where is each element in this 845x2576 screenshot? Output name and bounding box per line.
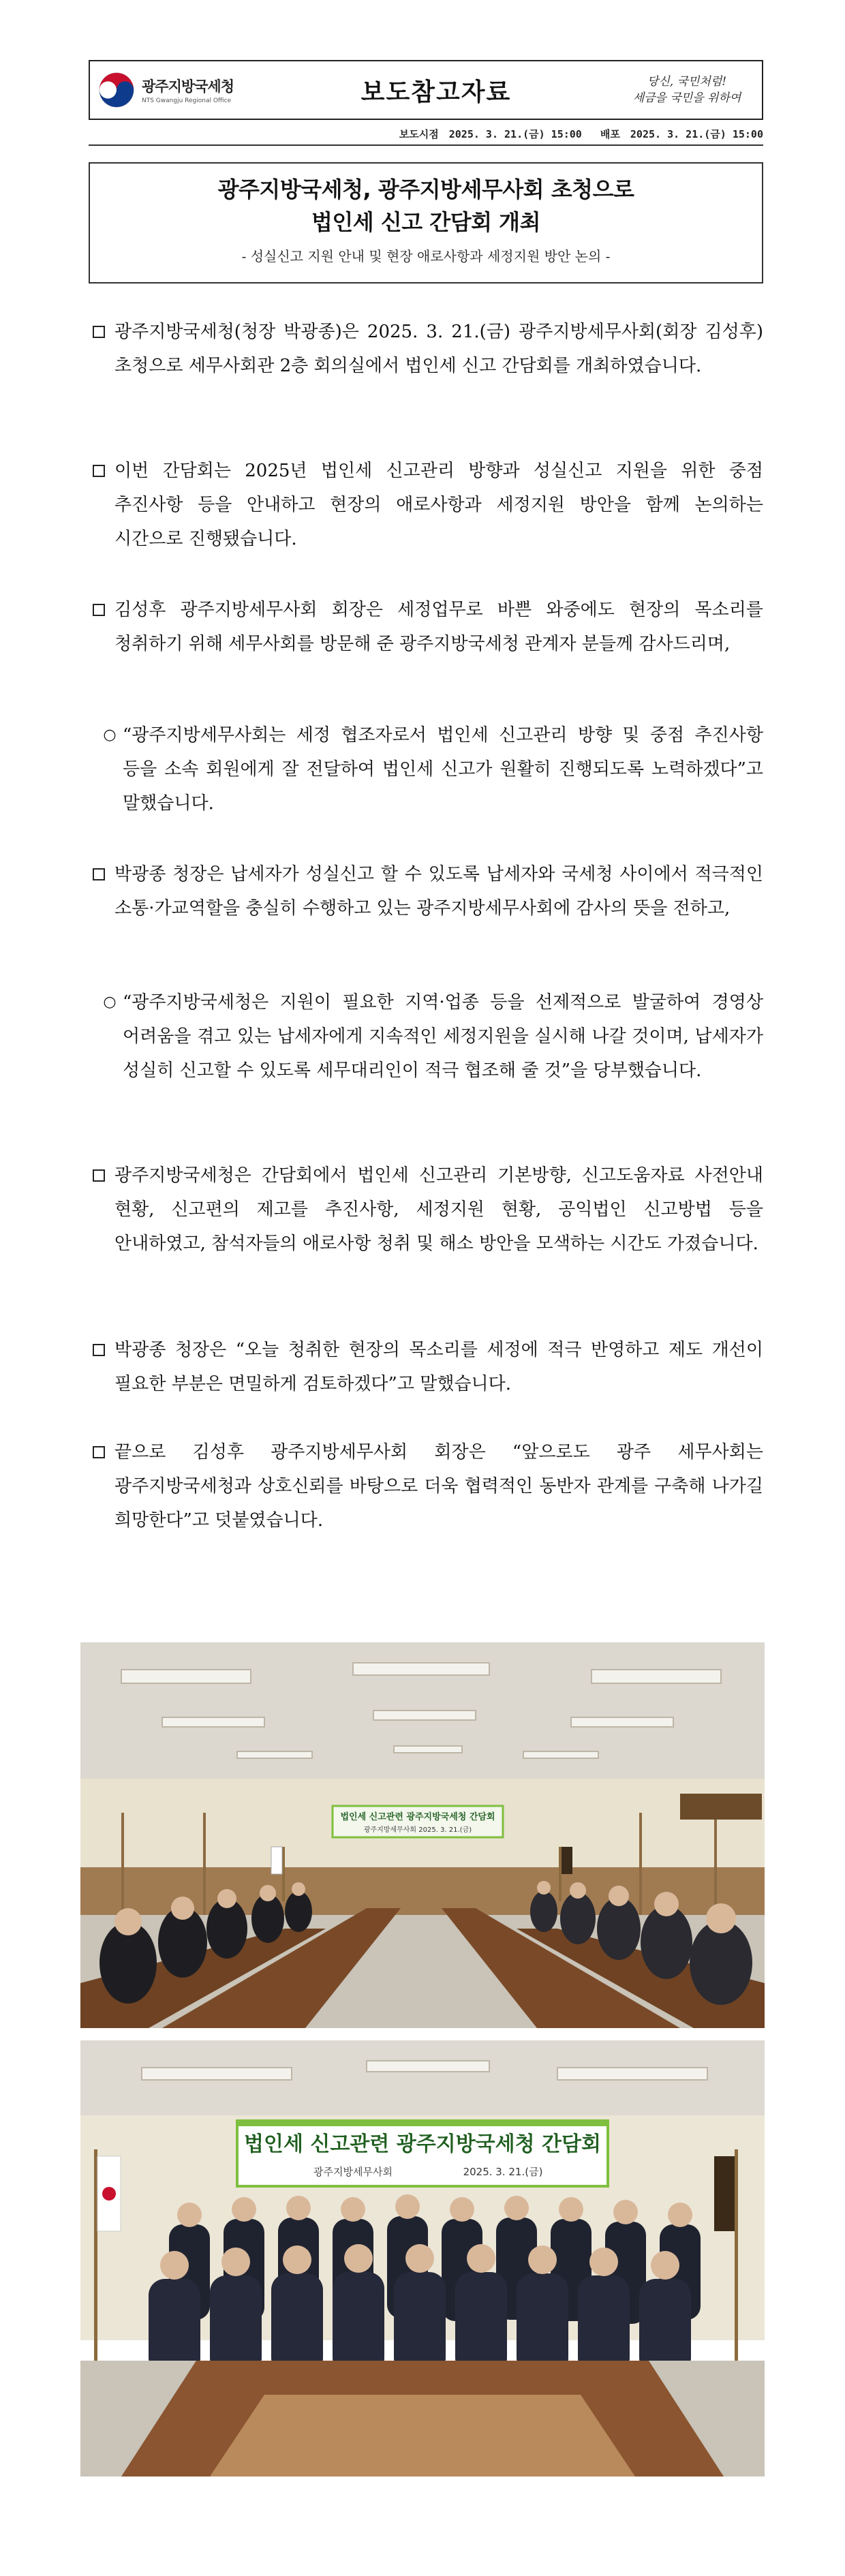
release-label: 보도시점 (399, 128, 439, 140)
box-bullet-icon (89, 454, 109, 489)
paragraph-7 (89, 1435, 763, 1537)
circle-bullet-icon: ○ (103, 726, 117, 743)
logo-korean-name: 광주지방국세청 (142, 78, 234, 95)
photo2-banner-main: 법인세 신고관련 광주지방국세청 간담회 (244, 2132, 601, 2156)
meeting-photo-1 (80, 1642, 765, 2028)
paragraph-1 (89, 315, 763, 383)
box-bullet-icon (89, 315, 109, 350)
box-bullet-icon (89, 1333, 109, 1368)
box-bullet-icon (89, 1159, 109, 1193)
photo2-banner-date: 2025. 3. 21.(금) (463, 2166, 543, 2178)
embargo-line (89, 127, 763, 141)
box-bullet-icon (89, 1435, 109, 1470)
distribution-date: 2025. 3. 21.(금) 15:00 (630, 128, 763, 140)
paragraph-text: 광주지방국세청(청장 박광종)은 2025. 3. 21.(금) 광주지방세무사회(회장 김성후) 초청으로 세무사회관 2층 회의실에서 법인세 신고 간담회를 개최하였습니다. (114, 322, 763, 376)
slogan-line-2: 세금을 국민을 위하여 (632, 91, 741, 105)
box-bullet-icon (89, 857, 109, 892)
slogan-calligraphy (626, 74, 748, 106)
document-type-title: 보도참고자료 (360, 78, 512, 106)
subheadline: - 성실신고 지원 안내 및 현장 애로사항과 세정지원 방안 논의 - (241, 248, 611, 264)
circle-bullet-icon: ○ (103, 994, 117, 1011)
slogan-line-1: 당신, 국민처럼! (647, 75, 727, 89)
photo1-banner-line1: 법인세 신고관련 광주지방국세청 간담회 (340, 1812, 495, 1822)
paragraph-text: 박광종 청장은 납세자가 성실신고 할 수 있도록 납세자와 국세청 사이에서 적극적인 소통·가교역할을 충실히 수행하고 있는 광주지방세무사회에 감사의 뜻을 전하고, (114, 864, 763, 919)
paragraph-text: 박광종 청장은 “오늘 청취한 현장의 목소리를 세정에 적극 반영하고 제도 개선이 필요한 부분은 면밀하게 검토하겠다”고 말했습니다. (114, 1340, 763, 1394)
box-bullet-icon (89, 593, 109, 628)
paragraph-6 (89, 1333, 763, 1401)
paragraph-text: 광주지방국세청은 간담회에서 법인세 신고관리 기본방향, 신고도움자료 사전안내 현황, 신고편의 제고를 추진사항, 세정지원 현황, 공익법인 신고방법 등을 안내하였고, 참석자들의 애로사항 청취 및 해소 방안을 모색하는 시간도 가졌습니다. (114, 1165, 763, 1254)
headline-box (89, 162, 763, 283)
headline-line-2: 법인세 신고 간담회 개최 (311, 209, 541, 235)
paragraph-3 (89, 593, 763, 661)
meeting-photo-2 (80, 2040, 765, 2477)
quote-text: “광주지방세무사회는 세정 협조자로서 법인세 신고관리 방향 및 중점 추진사항 등을 소속 회원에게 잘 전달하여 법인세 신고가 원활히 진행되도록 노력하겠다”고 말했습니다. (123, 725, 763, 814)
paragraph-text: 이번 간담회는 2025년 법인세 신고관리 방향과 성실신고 지원을 위한 중점 추진사항 등을 안내하고 현장의 애로사항과 세정지원 방안을 함께 논의하는 시간으로 진행됐습니다. (114, 461, 763, 549)
paragraph-2 (89, 454, 763, 556)
press-header (89, 60, 763, 120)
divider (89, 144, 763, 146)
distribution-label: 배포 (600, 128, 620, 140)
logo-english-name: NTS Gwangju Regional Office (142, 97, 232, 104)
photo2-banner-org: 광주지방세무사회 (313, 2166, 393, 2178)
paragraph-4 (89, 857, 763, 925)
quote-2 (89, 985, 763, 1088)
paragraph-5 (89, 1159, 763, 1261)
paragraph-text: 김성후 광주지방세무사회 회장은 세정업무로 바쁜 와중에도 현장의 목소리를 청취하기 위해 세무사회를 방문해 준 광주지방국세청 관계자 분들께 감사드리며, (114, 600, 763, 654)
paragraph-text: 끝으로 김성후 광주지방세무사회 회장은 “앞으로도 광주 세무사회는 광주지방국세청과 상호신뢰를 바탕으로 더욱 협력적인 동반자 관계를 구축해 나가길 희망한다”고 덧붙였습니다. (114, 1442, 763, 1531)
headline-line-1: 광주지방국세청, 광주지방세무사회 초청으로 (217, 177, 634, 202)
release-date: 2025. 3. 21.(금) 15:00 (448, 128, 582, 140)
nts-logo (97, 70, 274, 110)
taegeuk-emblem-icon (97, 70, 136, 110)
quote-1 (89, 718, 763, 821)
headline (90, 173, 762, 239)
photo1-banner-line2: 광주지방세무사회 2025. 3. 21.(금) (363, 1826, 472, 1834)
quote-text: “광주지방국세청은 지원이 필요한 지역·업종 등을 선제적으로 발굴하여 경영상 어려움을 겪고 있는 납세자에게 지속적인 세정지원을 실시해 나갈 것이며, 납세자가 성실히 신고할 수 있도록 세무대리인이 적극 협조해 줄 것”을 당부했습니다. (123, 992, 763, 1081)
